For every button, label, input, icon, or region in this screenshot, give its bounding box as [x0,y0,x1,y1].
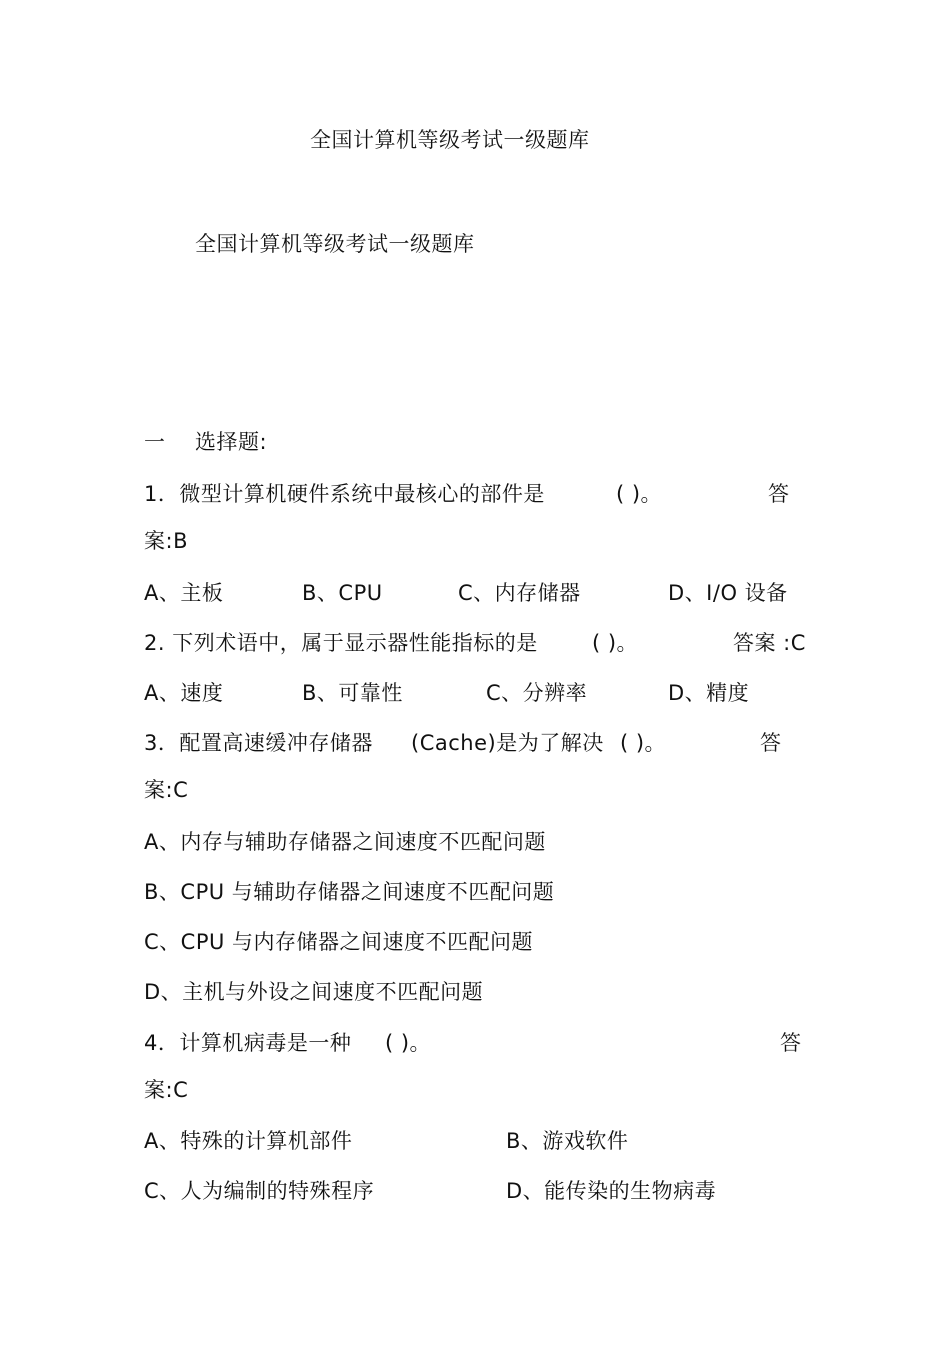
question-2-option-a: A、速度 [144,681,224,705]
question-1-answer: 案:B [144,529,188,553]
question-1-paren: ( )。 [616,482,663,506]
page-subtitle: 全国计算机等级考试一级题库 [195,232,475,256]
question-2-option-c: C、分辨率 [486,681,588,705]
section-number: 一 [144,430,166,454]
question-2-answer: 答案 :C [733,631,806,655]
question-3-stem-continued: (Cache)是为了解决 [411,731,604,755]
question-3-option-d: D、主机与外设之间速度不匹配问题 [144,980,484,1004]
question-4-paren: ( )。 [385,1031,432,1055]
question-3-paren: ( )。 [620,731,667,755]
question-1-option-d: D、I/O 设备 [668,581,788,605]
question-1-option-a: A、主板 [144,581,224,605]
question-1-option-c: C、内存储器 [458,581,581,605]
question-2-stem: 2. 下列术语中，属于显示器性能指标的是 [144,631,538,655]
question-2-paren: ( )。 [592,631,639,655]
question-4-option-a: A、特殊的计算机部件 [144,1129,353,1153]
page-title: 全国计算机等级考试一级题库 [310,128,590,152]
section-heading: 选择题: [195,430,268,454]
question-4-answer-label: 答 [780,1031,802,1055]
question-4-answer: 案:C [144,1078,189,1102]
question-3-stem: 3．配置高速缓冲存储器 [144,731,373,755]
question-1-answer-label: 答 [768,482,790,506]
question-3-answer-label: 答 [760,731,782,755]
question-4-stem: 4．计算机病毒是一种 [144,1031,352,1055]
question-3-option-a: A、内存与辅助存储器之间速度不匹配问题 [144,830,546,854]
question-3-option-b: B、CPU 与辅助存储器之间速度不匹配问题 [144,880,555,904]
question-2-option-d: D、精度 [668,681,750,705]
question-4-option-c: C、人为编制的特殊程序 [144,1179,375,1203]
question-1-stem: 1．微型计算机硬件系统中最核心的部件是 [144,482,545,506]
question-3-option-c: C、CPU 与内存储器之间速度不匹配问题 [144,930,534,954]
question-2-option-b: B、可靠性 [302,681,403,705]
question-3-answer: 案:C [144,778,189,802]
question-4-option-d: D、能传染的生物病毒 [506,1179,717,1203]
question-4-option-b: B、游戏软件 [506,1129,629,1153]
question-1-option-b: B、CPU [302,581,383,605]
